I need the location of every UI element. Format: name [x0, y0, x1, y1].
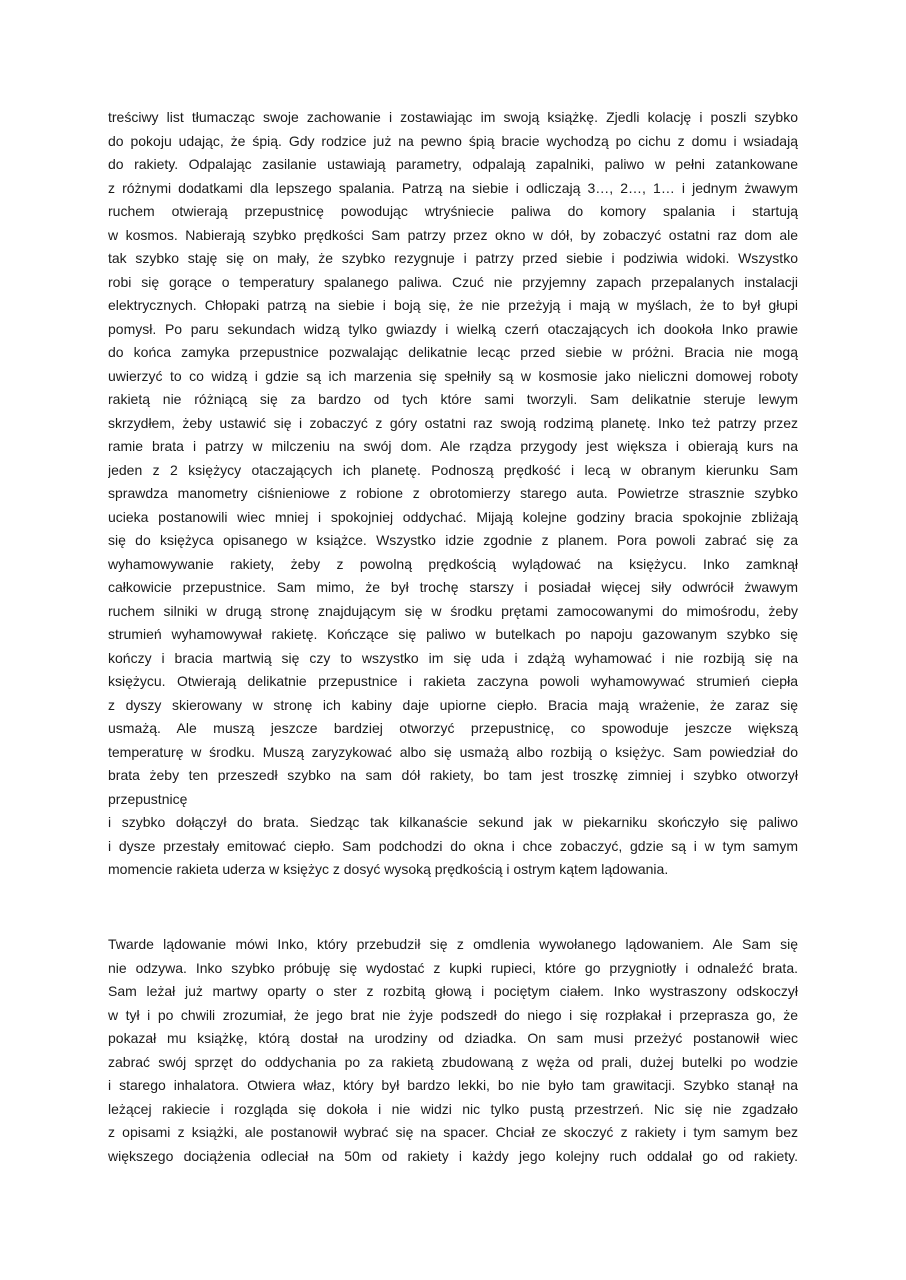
- text-line: księżycu. Otwierają delikatnie przepustnice i rakieta zaczyna powoli wyhamowywać strumień ciepła: [108, 673, 798, 689]
- text-line: większego dociążenia odleciał na 50m od rakiety i każdy jego kolejny ruch oddalał go od rakiety.: [108, 1147, 798, 1164]
- text-line: ruchem silniki w drugą stronę znajdującym się w środku prętami zamocowanymi do mimośrodu, żeby: [108, 602, 798, 619]
- text-line: momencie rakieta uderza w księżyc z dosyć wysoką prędkością i ostrym kątem lądowania.: [108, 861, 669, 877]
- text-line: strumień wyhamowywał rakietę. Kończące się paliwo w butelkach po napoju gazowanym szybko się: [108, 626, 798, 642]
- text-line: brata żeby ten przeszedł szybko na sam dół rakiety, bo tam jest troszkę zimniej i szybko otworzył: [108, 767, 798, 783]
- text-line: całkowicie przepustnice. Sam mimo, że był trochę starszy i posiadał więcej siły odwrócił żwawym: [108, 579, 798, 595]
- text-line: z opisami z książki, ale postanowił wybrać się na spacer. Chciał ze skoczyć z rakiety i tym samym bez: [108, 1124, 798, 1140]
- text-line: i szybko dołączył do brata. Siedząc tak kilkanaście sekund jak w piekarniku skończyło się paliwo: [108, 814, 798, 830]
- text-line: usmażą. Ale muszą jeszcze bardziej otworzyć przepustnicę, co spowoduje jeszcze większą: [108, 720, 798, 736]
- text-line: ucieka postanowili wiec mniej i spokojniej oddychać. Mijają kolejne godziny bracia spokojnie zbliżają: [108, 508, 798, 525]
- text-line: z dyszy skierowany w stronę ich kabiny daje upiorne ciepło. Bracia mają wrażenie, że zaraz się: [108, 696, 798, 713]
- text-line: do pokoju udając, że śpią. Gdy rodzice już na pewno śpią bracie wychodzą po cichu z domu i wsiadają: [108, 132, 798, 149]
- text-line: i starego inhalatora. Otwiera właz, który był bardzo lekki, bo nie było tam grawitacji. Szybko stanął na: [108, 1077, 798, 1093]
- text-line: przepustnicę: [108, 790, 188, 807]
- text-line: wyhamowywanie rakiety, żeby z powolną prędkością wylądować na księżycu. Inko zamknął: [108, 555, 798, 572]
- text-line: pokazał mu książkę, którą dostał na urodziny od dziadka. On sam musi przeżyć postanowił wiec: [108, 1030, 798, 1046]
- text-line: Twarde lądowanie mówi Inko, który przebudził się z omdlenia wywołanego lądowaniem. Ale Sam się: [108, 936, 798, 952]
- text-line: treściwy list tłumacząc swoje zachowanie i zostawiając im swoją książkę. Zjedli kolację i poszli szybko: [108, 109, 798, 125]
- text-line: temperaturę w środku. Muszą zaryzykować albo się usmażą albo rozbiją o księżyc. Sam powiedział do: [108, 743, 798, 760]
- text-line: się do księżyca opisanego w książce. Wszystko idzie zgodnie z planem. Pora powoli zabrać się za: [108, 532, 798, 548]
- text-line: kończy i bracia martwią się czy to wszystko im się uda i zdążą wyhamować i nie rozbiją się na: [108, 649, 798, 666]
- text-line: ramie brata i patrzy w milczeniu na swój dom. Ale rządza przygody jest większa i obierają kurs na: [108, 438, 798, 454]
- text-line: zabrać swój sprzęt do oddychania po za rakietą zbudowaną z węża od prali, dużej butelki po wodzie: [108, 1053, 798, 1070]
- text-line: z różnymi dodatkami dla lepszego spalania. Patrzą na siebie i odliczają 3…, 2…, 1… i jednym żwawym: [108, 179, 798, 196]
- text-line: uwierzyć to co widzą i gdzie są ich marzenia się spełniły są w kosmosie jako nieliczni domowej roboty: [108, 367, 798, 384]
- text-line: i dysze przestały emitować ciepło. Sam podchodzi do okna i chce zobaczyć, gdzie są i w tym samym: [108, 837, 798, 854]
- text-line: nie odzywa. Inko szybko próbuję się wydostać z kupki rupieci, które go przygniotły i odnaleźć brata.: [108, 959, 798, 976]
- paragraph-2: [108, 933, 798, 1168]
- text-line: robi się gorące o temperatury spalanego paliwa. Czuć nie przyjemny zapach przepalanych instalacji: [108, 273, 798, 290]
- text-line: sprawdza manometry ciśnieniowe z robione z obrotomierzy starego auta. Powietrze strasznie szybko: [108, 485, 798, 501]
- text-line: tak szybko staję się on mały, że szybko rezygnuje i patrzy przed siebie i podziwia widoki. Wszystko: [108, 250, 798, 266]
- text-line: rakietą nie różniącą się za bardzo od tych które sami tworzyli. Sam delikatnie steruje lewym: [108, 391, 798, 407]
- text-line: Sam leżał już martwy oparty o ster z rozbitą głową i pociętym ciałem. Inko wystraszony odskoczył: [108, 983, 798, 999]
- text-line: w tył i po chwili zrozumiał, że jego brat nie żyje podszedł do niego i się rozpłakał i przeprasza go, że: [108, 1006, 798, 1023]
- text-line: leżącej rakiecie i rozgląda się dokoła i nie widzi nic tylko pustą przestrzeń. Nic się nie zgadzało: [108, 1100, 798, 1117]
- paragraph-1: [108, 106, 798, 882]
- text-line: do rakiety. Odpalając zasilanie ustawiają parametry, odpalają zapalniki, paliwo w pełni zatankowane: [108, 156, 798, 172]
- text-line: do końca zamyka przepustnice pozwalając delikatnie lecąc przed siebie w próżni. Bracia nie mogą: [108, 344, 798, 360]
- text-line: elektrycznych. Chłopaki patrzą na siebie i boją się, że nie przeżyją i mają w myślach, że to był głupi: [108, 297, 798, 313]
- text-line: pomysł. Po paru sekundach widzą tylko gwiazdy i wielką czerń otaczających ich dookoła Inko prawie: [108, 320, 798, 337]
- text-line: skrzydłem, żeby ustawić się i zobaczyć z góry ostatni raz swoją rodzimą planetę. Inko też patrzy przez: [108, 414, 798, 431]
- text-line: ruchem otwierają przepustnicę powodując wtryśniecie paliwa do komory spalania i startują: [108, 203, 798, 219]
- text-line: w kosmos. Nabierają szybko prędkości Sam patrzy przez okno w dół, by zobaczyć ostatni raz dom ale: [108, 226, 798, 243]
- text-line: jeden z 2 księżycy otaczających ich planetę. Podnoszą prędkość i lecą w obranym kierunku Sam: [108, 461, 798, 478]
